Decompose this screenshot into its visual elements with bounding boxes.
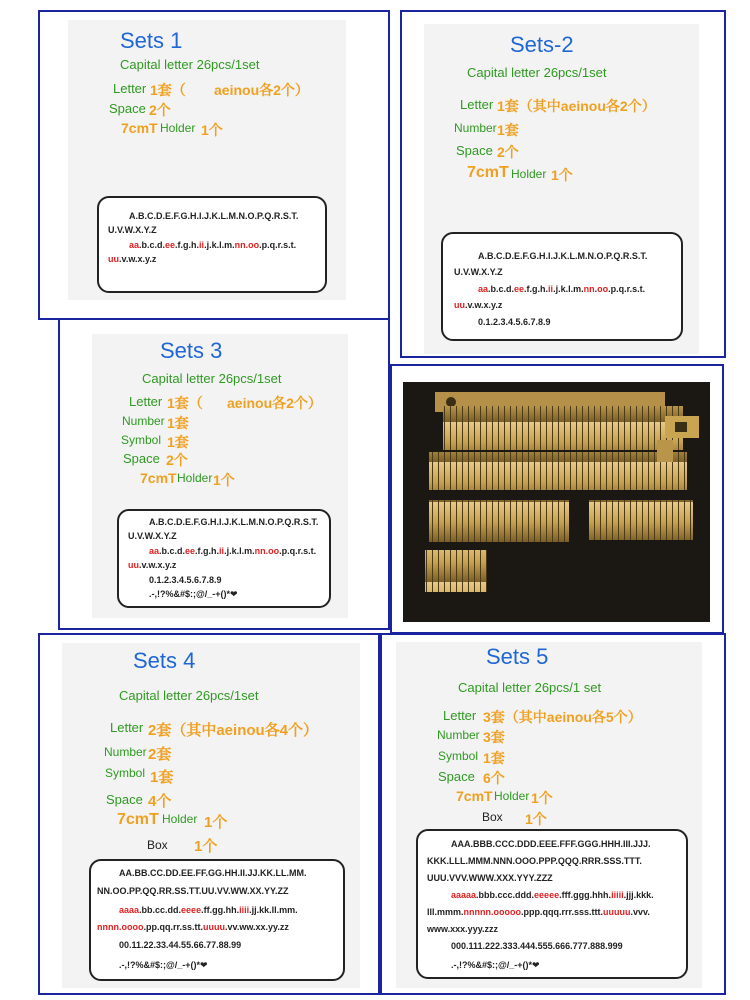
highlighted-letters: aa [129,240,140,250]
set-3-box-line [149,546,316,556]
highlighted-letters: aa [478,284,489,294]
set-2-number-value: 1套 [497,122,519,138]
letter-segment: .v.w.x.y.z [119,254,157,264]
set-4-holder-size: 7cmT [117,811,159,828]
letter-segment: .jjj.kkk. [623,890,654,900]
set-4-number-label: Number [104,745,147,759]
highlighted-letters: ii [199,240,205,250]
letter-segment: .ff.gg.hh. [201,905,240,915]
set-2-letter-label: Letter [460,97,494,112]
set-5-capital-line: Capital letter 26pcs/1 set [458,680,602,695]
letter-segment: .vv.ww.xx.yy.zz [225,922,289,932]
set-1-space-label: Space [109,101,146,116]
set-3-capital-line: Capital letter 26pcs/1set [142,371,282,386]
highlighted-letters: aa [149,546,160,556]
set-1-letter-label: Letter [113,81,147,96]
set-2-box-line: 0.1.2.3.4.5.6.7.8.9 [478,317,551,327]
set-1-holder-size: 7cmT [121,120,158,136]
highlighted-letters: ee [185,546,196,556]
set-3-box-line: A.B.C.D.E.F.G.H.I.J.K.L.M.N.O.P.Q.R.S.T. [149,517,319,527]
set-4-capital-line: Capital letter 26pcs/1set [119,688,259,703]
letter-segment: . [594,284,598,294]
set-5-title: Sets 5 [486,644,549,669]
highlighted-letters: nn.oo [254,546,280,556]
highlighted-letters: oo [597,284,609,294]
set-1-space-value: 2个 [149,102,171,118]
set-4-box-line [119,905,298,915]
letter-segment: .v.w.x.y.z [139,560,177,570]
letter-segment: .bbb.ccc.ddd. [476,890,535,900]
set-4-box-line: .-,!?%&#$:;@/_-+()*❤ [119,960,208,970]
letter-segment: .v.w.x.y.z [465,300,503,310]
set-5-symbol-label: Symbol [438,749,479,763]
letter-segment: .j.k.l.m. [553,284,584,294]
highlighted-letters: nnnn.oooo [97,922,144,932]
set-3-symbol-label: Symbol [121,433,162,447]
set-5-symbol-value: 1套 [483,750,505,766]
letter-segment: .j.k.l.m. [204,240,235,250]
highlighted-letters: uuuu [203,922,225,932]
set-3-holder-value: 1个 [213,472,235,488]
set-5-number-value: 3套 [483,729,505,745]
set-5-box-line: UUU.VVV.WWW.XXX.YYY.ZZZ [427,873,553,883]
highlighted-letters: aaaaa [451,890,477,900]
highlighted-letters: nn.oo [234,240,260,250]
letter-segment: .ppp.qqq.rrr.sss.ttt. [521,907,604,917]
set-1-letter-extra: aeinou各2个） [214,82,309,98]
set-4-symbol-label: Symbol [105,766,146,780]
set-5-space-value: 6个 [483,770,505,786]
set-2-box-line: U.V.W.X.Y.Z [454,267,503,277]
set-3-box-line [128,560,176,570]
set-1-box-line [129,240,296,250]
set-3-box-line: 0.1.2.3.4.5.6.7.8.9 [149,575,222,585]
set-5-letter-label: Letter [443,708,477,723]
set-2-box-line [454,300,502,310]
letter-segment: .f.g.h. [175,240,200,250]
letter-segment: .jj.kk.ll.mm. [249,905,298,915]
set-2-number-label: Number [454,121,497,135]
highlighted-letters: uu [108,254,119,264]
letter-segment: .fff.ggg.hhh. [559,890,612,900]
letter-segment: lll.mmm. [427,907,464,917]
set-5-holder-value: 1个 [531,790,553,806]
set-3-box-line: .-,!?%&#$:;@/_-+()*❤ [149,589,238,599]
set-3-space-value: 2个 [166,452,188,468]
highlighted-letters: ii [548,284,554,294]
set-3-holder-size: 7cmT [140,470,177,486]
highlighted-letters: eeeee [534,890,560,900]
set-2-letter-value: 1套（其中aeinou各2个） [497,98,656,114]
set-1-capital-line: Capital letter 26pcs/1set [120,57,260,72]
set-3-number-value: 1套 [167,415,189,431]
set-3-letter-value: 1套（ [167,395,203,411]
set-1-title: Sets 1 [120,28,183,53]
letter-segment: .p.q.r.s.t. [608,284,646,294]
letter-segment: .b.c.d. [488,284,515,294]
set-1-letter-value: 1套（ [150,82,186,98]
set-1-box-line: U.V.W.X.Y.Z [108,225,157,235]
set-5-box-line: AAA.BBB.CCC.DDD.EEE.FFF.GGG.HHH.III.JJJ. [451,839,651,849]
set-3-box-line: U.V.W.X.Y.Z [128,531,177,541]
set-4-symbol-value: 1套 [150,769,174,786]
highlighted-letters: uu [454,300,465,310]
set-4-box-label: Box [147,838,168,852]
set-4-letter-label: Letter [110,720,144,735]
letter-segment: .f.g.h. [195,546,220,556]
set-4-holder-value: 1个 [204,814,228,831]
letter-segment: .p.q.r.s.t. [279,546,317,556]
set-1-holder-value: 1个 [201,122,223,138]
highlighted-letters: ii [219,546,225,556]
set-2-space-label: Space [456,143,493,158]
set-3-holder-label: Holder [177,471,213,485]
set-1-box-line: A.B.C.D.E.F.G.H.I.J.K.L.M.N.O.P.Q.R.S.T. [129,211,299,221]
highlighted-letters: uu [128,560,139,570]
highlighted-letters: iiii [239,905,250,915]
set-2-holder-value: 1个 [551,167,573,183]
highlighted-letters: nnnnn.ooooo [463,907,521,917]
set-2-box-line [478,284,645,294]
set-2-title: Sets-2 [510,32,574,57]
highlighted-letters: eeee [181,905,202,915]
letter-segment: .bb.cc.dd. [139,905,182,915]
set-4-box-line: 00.11.22.33.44.55.66.77.88.99 [119,940,242,950]
set-3-title: Sets 3 [160,338,223,363]
set-4-number-value: 2套 [148,746,172,763]
set-4-space-value: 4个 [148,793,172,810]
set-3-space-label: Space [123,451,160,466]
set-4-box-line: AA.BB.CC.DD.EE.FF.GG.HH.II.JJ.KK.LL.MM. [119,868,307,878]
letter-segment: .b.c.d. [139,240,166,250]
set-4-box-value: 1个 [194,838,218,855]
set-4-holder-label: Holder [162,812,198,826]
set-1-holder-label: Holder [160,121,196,135]
brass-type-photo [403,382,710,622]
set-5-holder-label: Holder [494,789,530,803]
set-5-character-box [416,829,688,979]
set-3-symbol-value: 1套 [167,434,189,450]
set-2-capital-line: Capital letter 26pcs/1set [467,65,607,80]
set-5-box-line: 000.111.222.333.444.555.666.777.888.999 [451,941,623,951]
letter-segment: .f.g.h. [524,284,549,294]
set-4-letter-value: 2套（其中aeinou各4个） [148,722,319,739]
highlighted-letters: ee [514,284,525,294]
set-2-holder-label: Holder [511,167,547,181]
set-4-box-line: NN.OO.PP.QQ.RR.SS.TT.UU.VV.WW.XX.YY.ZZ [97,886,289,896]
set-5-box-line [451,890,654,900]
set-4-box-line [97,922,289,932]
highlighted-letters: iiiii [611,890,624,900]
set-5-holder-size: 7cmT [456,788,493,804]
set-3-number-label: Number [122,414,165,428]
set-2-holder-size: 7cmT [467,164,509,181]
highlighted-letters: aaaa [119,905,140,915]
set-3-letter-label: Letter [129,394,163,409]
set-5-box-line: KKK.LLL.MMM.NNN.OOO.PPP.QQQ.RRR.SSS.TTT. [427,856,642,866]
letter-segment: .b.c.d. [159,546,186,556]
letter-segment: .p.q.r.s.t. [259,240,297,250]
highlighted-letters: uuuuu [603,907,631,917]
set-2-box-line: A.B.C.D.E.F.G.H.I.J.K.L.M.N.O.P.Q.R.S.T. [478,251,648,261]
set-5-number-label: Number [437,728,480,742]
set-5-box-value: 1个 [525,811,547,827]
set-1-box-line [108,254,156,264]
set-5-box-line: www.xxx.yyy.zzz [427,924,499,934]
set-4-space-label: Space [106,792,143,807]
set-3-letter-extra: aeinou各2个） [227,395,322,411]
highlighted-letters: ee [165,240,176,250]
set-5-box-label: Box [482,810,503,824]
set-5-letter-value: 3套（其中aeinou各5个） [483,709,642,725]
set-4-title: Sets 4 [133,648,196,673]
highlighted-letters: nn [583,284,595,294]
set-2-space-value: 2个 [497,144,519,160]
letter-segment: .vvv. [630,907,650,917]
brass-type-sets-image [403,382,710,622]
set-5-box-line [427,907,650,917]
set-5-space-label: Space [438,769,475,784]
letter-segment: .pp.qq.rr.ss.tt. [143,922,203,932]
letter-segment: .j.k.l.m. [224,546,255,556]
set-5-box-line: .-,!?%&#$:;@/_-+()*❤ [451,960,540,970]
